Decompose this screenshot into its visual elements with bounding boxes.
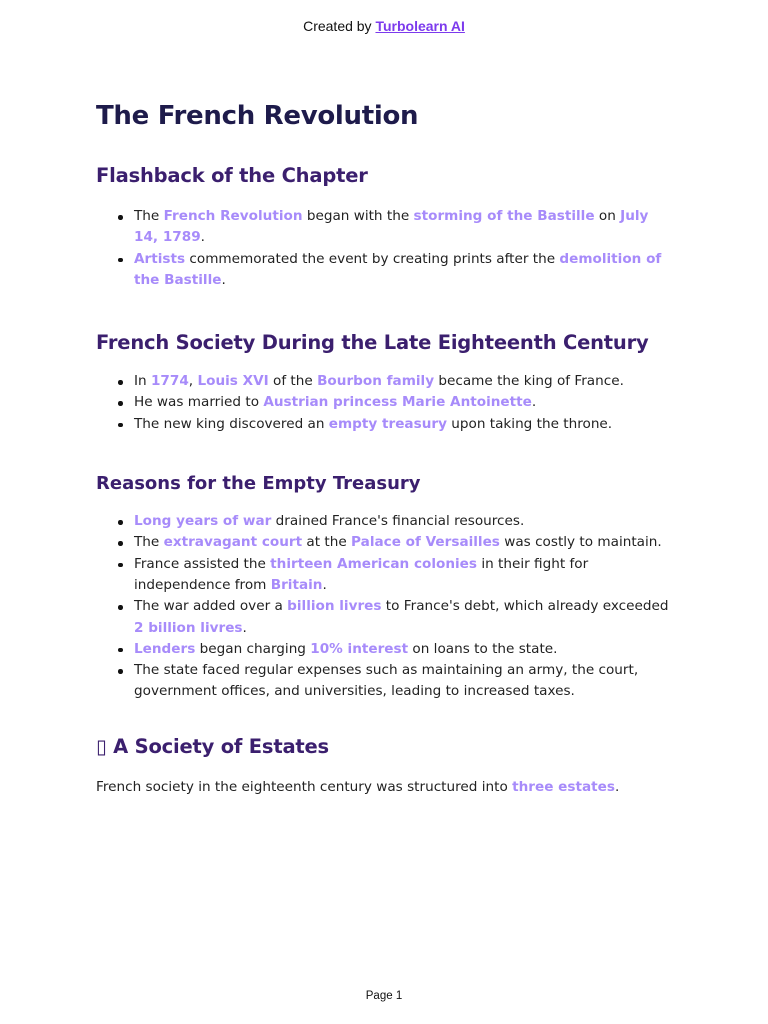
highlighted-term: storming of the Bastille xyxy=(413,208,595,224)
highlighted-term: Lenders xyxy=(134,640,196,657)
text-run: of the xyxy=(268,373,318,390)
text-run: commemorated the event by creating prints after the xyxy=(185,250,560,267)
text-run: In xyxy=(134,373,151,390)
highlighted-term: French Revolution xyxy=(163,208,303,224)
list-item xyxy=(96,554,676,597)
french-society-list xyxy=(96,371,676,435)
list-item xyxy=(96,660,676,703)
highlighted-term: 10% interest xyxy=(310,640,409,657)
text-run: The state faced regular expenses such as maintaining an army, the court, government offices, and universities, leading to increased taxes. xyxy=(134,662,639,700)
text-run: The new king discovered an xyxy=(134,415,329,432)
text-run: . xyxy=(242,619,247,636)
highlighted-term: 2 billion livres xyxy=(134,619,243,636)
highlighted-term: Austrian princess Marie Antoinette xyxy=(263,394,532,411)
text-run: on xyxy=(594,208,621,224)
document-body xyxy=(96,98,676,798)
text-run: The xyxy=(134,208,164,224)
list-item xyxy=(96,532,676,553)
flashback-list xyxy=(96,206,676,291)
text-run: to France's debt, which already exceeded xyxy=(381,598,669,615)
created-by-prefix: Created by xyxy=(303,18,376,34)
highlighted-term: Bourbon family xyxy=(317,373,435,390)
list-item xyxy=(96,511,676,532)
text-run: became the king of France. xyxy=(434,373,624,390)
list-item xyxy=(96,392,676,413)
text-run: began with the xyxy=(302,208,414,224)
text-run: . xyxy=(531,394,537,411)
page-title: The French Revolution xyxy=(96,101,419,131)
list-item xyxy=(96,639,676,660)
text-run: began charging xyxy=(195,640,311,657)
turbolearn-link[interactable]: Turbolearn AI xyxy=(375,18,465,34)
text-run: at the xyxy=(302,534,352,551)
list-item xyxy=(96,596,676,639)
created-by-banner xyxy=(0,18,768,34)
list-item xyxy=(96,371,676,392)
highlighted-term: Louis XVI xyxy=(197,373,269,390)
empty-treasury-list xyxy=(96,511,676,703)
list-item xyxy=(96,414,676,435)
text-run: , xyxy=(188,373,198,390)
highlighted-term: three estates xyxy=(512,778,615,795)
highlighted-term: Palace of Versailles xyxy=(351,534,500,551)
text-run: France assisted the xyxy=(134,555,271,572)
text-run: . xyxy=(614,778,620,795)
text-run: French society in the eighteenth century was structured into xyxy=(96,778,513,795)
list-item xyxy=(96,249,676,292)
text-run: He was married to xyxy=(134,394,264,411)
text-run: The war added over a xyxy=(134,598,288,615)
text-run: The xyxy=(134,534,164,551)
text-run: upon taking the throne. xyxy=(446,415,613,432)
text-run: . xyxy=(322,576,327,593)
section-heading-flashback: Flashback of the Chapter xyxy=(96,164,368,187)
text-run: . xyxy=(221,271,226,288)
text-run: drained France's financial resources. xyxy=(271,513,525,530)
text-run: . xyxy=(200,229,205,246)
highlighted-term: billion livres xyxy=(287,598,382,615)
highlighted-term: July 14, 1789 xyxy=(134,208,649,246)
highlighted-term: 1774 xyxy=(150,373,189,390)
section-heading-society-of-estates: ▯ A Society of Estates xyxy=(96,734,329,758)
page-number: Page 1 xyxy=(365,990,403,1002)
text-run: on loans to the state. xyxy=(408,640,558,657)
section-heading-empty-treasury: Reasons for the Empty Treasury xyxy=(96,473,421,495)
list-item xyxy=(96,206,676,249)
text-run: in their fight for independence from xyxy=(134,555,589,593)
highlighted-term: Long years of war xyxy=(134,513,272,530)
text-run: was costly to maintain. xyxy=(499,534,662,551)
highlighted-term: Artists xyxy=(134,250,186,267)
highlighted-term: extravagant court xyxy=(163,534,303,551)
section-heading-french-society: French Society During the Late Eighteenth Century xyxy=(96,331,649,355)
highlighted-term: empty treasury xyxy=(328,415,447,432)
highlighted-term: thirteen American colonies xyxy=(270,555,477,572)
highlighted-term: Britain xyxy=(270,576,323,593)
highlighted-term: demolition of the Bastille xyxy=(134,250,662,288)
estates-paragraph xyxy=(96,777,676,798)
